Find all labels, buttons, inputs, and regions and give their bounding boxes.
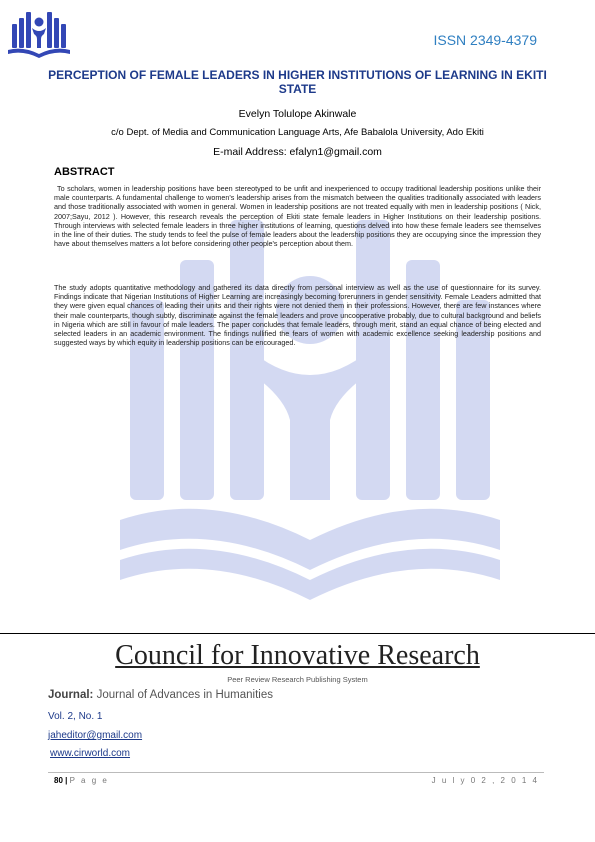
page-number [54,776,109,785]
issn-number: ISSN 2349-4379 [433,32,537,48]
abstract-paragraph-2: The study adopts quantitative methodology and gathered its data directly from personal interview as well as the use of questionnaire for its survey. Findings indicate that Nigerian Institutions of Higher Learning are increasingly becoming forerunners in gender sensitivity. Female Leaders admitted that they were given equal chances of leading their units and their rights were not denied them in their professions. However, there are few instances where their male counterparts, though subtly, discriminate against the female leaders and prove uncooperative probably, due to cultural background and beliefs in Nigeria which are still in favour of male leaders. The paper concludes that female leaders, through merit, stand an equal chance of being elected and selected leaders in an academic environment. The findings nullified the fears of women with academic excellence seeking leadership positions and suggested ways by which equity in leadership positions can be encouraged. [54,283,541,348]
publisher-name: Council for Innovative Research [115,640,480,671]
author-name: Evelyn Tolulope Akinwale [238,108,357,120]
publication-date: J u l y 0 2 , 2 0 1 4 [431,776,539,785]
author-affiliation: c/o Dept. of Media and Communication Language Arts, Afe Babalola University, Ado Ekiti [111,127,484,138]
footer-divider [48,772,544,773]
page-label: P a g e [69,776,109,785]
journal-volume: Vol. 2, No. 1 [48,711,103,722]
abstract-heading: ABSTRACT [54,166,115,178]
cir-logo-icon [6,8,72,60]
abstract-paragraph-1: To scholars, women in leadership positions have been stereotyped to be unfit and inexperienced to occupy traditional leadership positions unlike their male counterparts. A fundamental challenge to women's leadership arises from the mismatch between the qualities traditionally associated with leaders and those traditionally associated with women in general. Women in leadership positions are not treated equally with men in leadership positions ( Nick, 2007;Sayu, 2012 ). However, this research reveals the perception of Ekiti state female leaders in Higher Institutions on their leadership positions. Through interviews with selected female leaders in three higher institutions of learning, questions delved into how these female leaders see themselves in the line of their duties. The study tends to feel the pulse of female leaders about the leadership positions they are occupying since the impression they have about themselves matters a lot before considering other people's perception about them. [54,184,541,249]
section-divider [0,633,595,634]
journal-label: Journal: [48,689,94,701]
journal-name: Journal of Advances in Humanities [96,689,274,701]
author-email: E-mail Address: efalyn1@gmail.com [213,146,382,158]
editor-email-link[interactable]: jaheditor@gmail.com [48,730,143,741]
page-number-value: 80 [54,776,63,785]
page-number-separator: | [65,776,68,785]
publisher-tagline: Peer Review Research Publishing System [227,675,368,684]
website-link[interactable]: www.cirworld.com [50,748,131,759]
paper-title: PERCEPTION OF FEMALE LEADERS IN HIGHER INSTITUTIONS OF LEARNING IN EKITI STATE [48,68,547,96]
journal-line [48,689,273,701]
